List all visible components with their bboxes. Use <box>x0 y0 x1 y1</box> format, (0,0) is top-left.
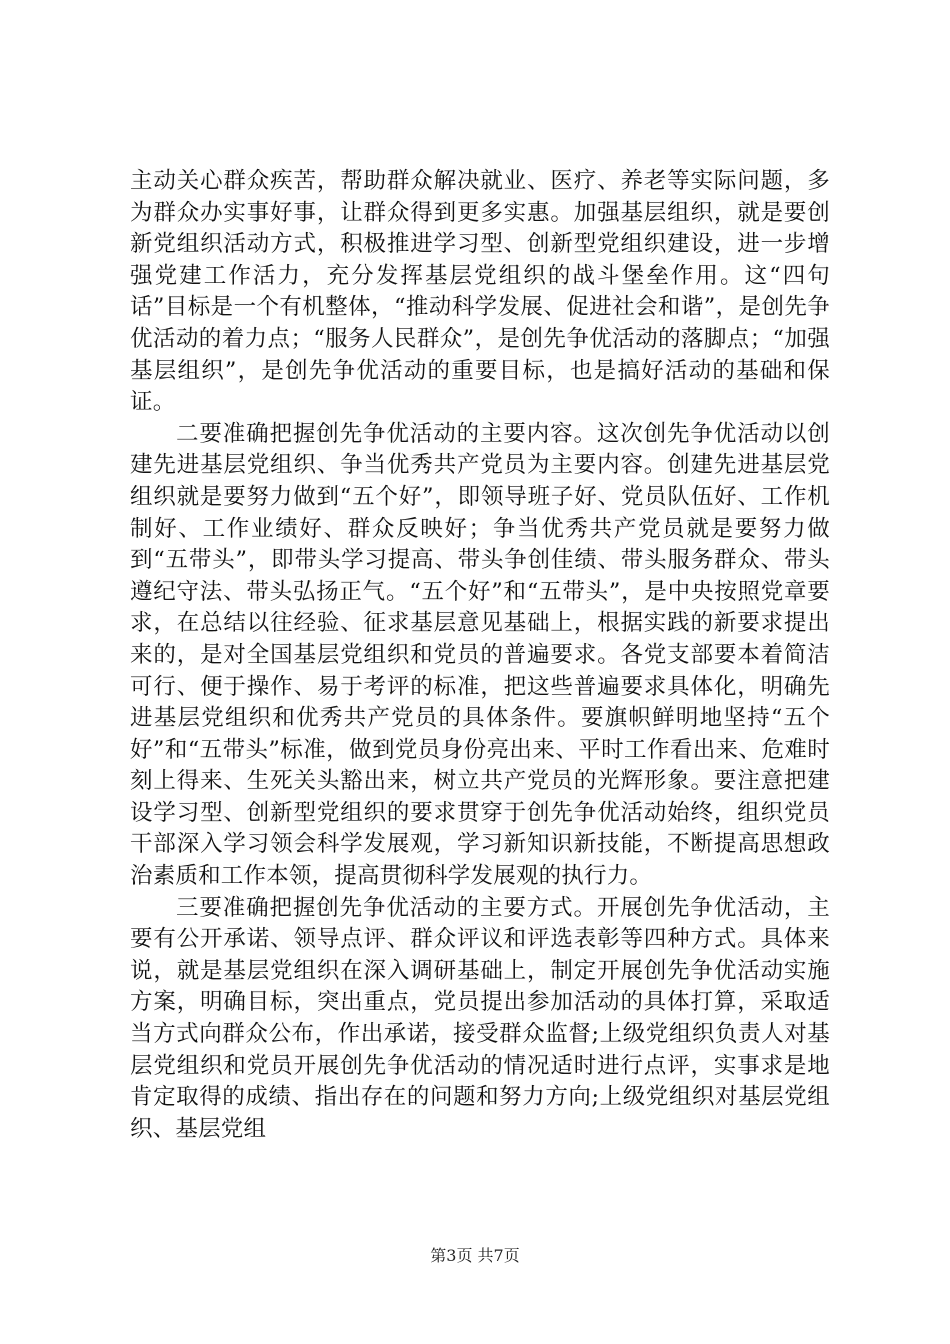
paragraph-2: 二要准确把握创先争优活动的主要内容。这次创先争优活动以创建先进基层党组织、争当优秀共产党员为主要内容。创建先进基层党组织就是要努力做到“五个好”，即领导班子好、党员队伍好、工作机制好、工作业绩好、群众反映好；争当优秀共产党员就是要努力做到“五带头”，即带头学习提高、带头争创佳绩、带头服务群众、带头遵纪守法、带头弘扬正气。“五个好”和“五带头”，是中央按照党章要求，在总结以往经验、征求基层意见基础上，根据实践的新要求提出来的，是对全国基层党组织和党员的普遍要求。各党支部要本着简洁可行、便于操作、易于考评的标准，把这些普遍要求具体化，明确先进基层党组织和优秀共产党员的具体条件。要旗帜鲜明地坚持“五个好”和“五带头”标准，做到党员身份亮出来、平时工作看出来、危难时刻上得来、生死关头豁出来，树立共产党员的光辉形象。要注意把建设学习型、创新型党组织的要求贯穿于创先争优活动始终，组织党员干部深入学习领会科学发展观，学习新知识新技能，不断提高思想政治素质和工作本领，提高贯彻科学发展观的执行力。 <box>130 420 830 890</box>
paragraph-1: 主动关心群众疾苦，帮助群众解决就业、医疗、养老等实际问题，多为群众办实事好事，让群众得到更多实惠。加强基层组织，就是要创新党组织活动方式，积极推进学习型、创新型党组织建设，进一步增强党建工作活力，充分发挥基层党组织的战斗堡垒作用。这“四句话”目标是一个有机整体，“推动科学发展、促进社会和谐”，是创先争优活动的着力点；“服务人民群众”，是创先争优活动的落脚点；“加强基层组织”，是创先争优活动的重要目标，也是搞好活动的基础和保证。 <box>130 168 830 416</box>
page-number-footer: 第3页 共7页 <box>430 1246 520 1265</box>
document-body <box>130 166 830 1145</box>
paragraph-3: 三要准确把握创先争优活动的主要方式。开展创先争优活动，主要有公开承诺、领导点评、群众评议和评选表彰等四种方式。具体来说，就是基层党组织在深入调研基础上，制定开展创先争优活动实施方案，明确目标，突出重点，党员提出参加活动的具体打算，采取适当方式向群众公布，作出承诺，接受群众监督;上级党组织负责人对基层党组织和党员开展创先争优活动的情况适时进行点评，实事求是地肯定取得的成绩、指出存在的问题和努力方向;上级党组织对基层党组织、基层党组 <box>130 894 830 1142</box>
